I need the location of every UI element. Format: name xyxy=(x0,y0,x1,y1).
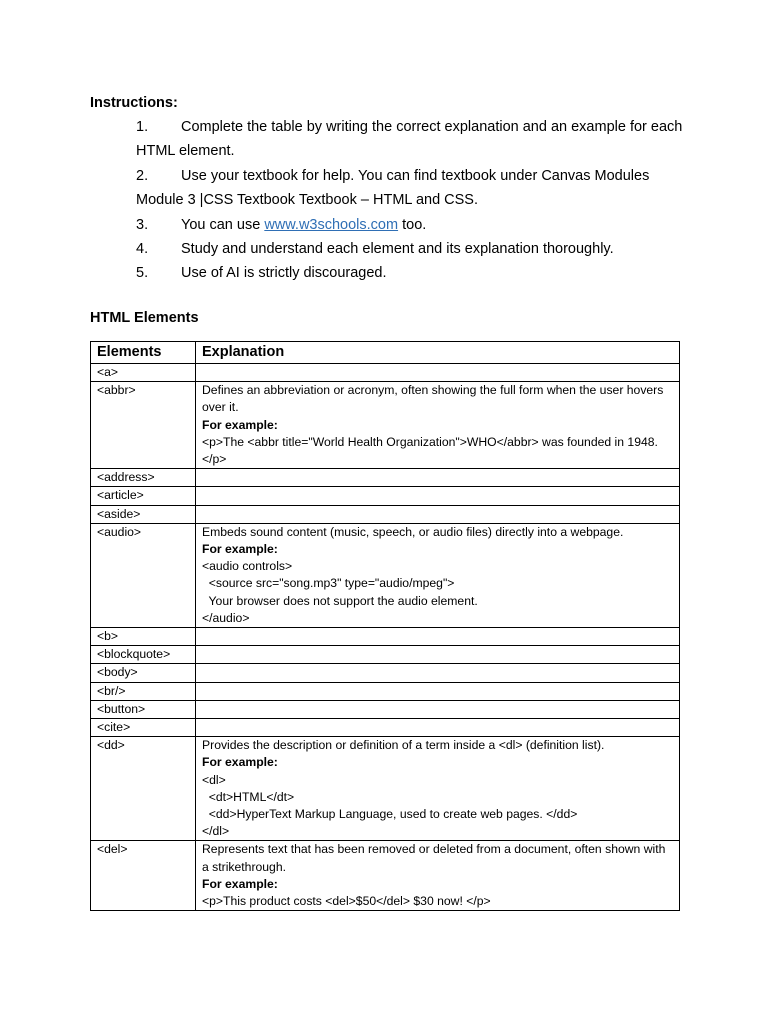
element-cell: <button> xyxy=(91,700,196,718)
explanation-cell xyxy=(196,737,680,841)
explanation-text: Embeds sound content (music, speech, or audio files) directly into a webpage. xyxy=(202,524,624,539)
example-code-line: <p>This product costs <del>$50</del> $30 now! </p> xyxy=(202,894,491,909)
instruction-text: Use of AI is strictly discouraged. xyxy=(181,265,387,282)
instruction-item xyxy=(136,261,696,285)
instruction-text: Study and understand each element and its explanation thoroughly. xyxy=(181,241,614,258)
table-row xyxy=(91,487,680,505)
element-cell: <a> xyxy=(91,364,196,382)
elements-column-header: Elements xyxy=(91,342,196,364)
example-code-line: Your browser does not support the audio element. xyxy=(202,593,478,608)
element-cell: <br/> xyxy=(91,682,196,700)
element-cell: <aside> xyxy=(91,505,196,523)
example-code-line: <source src="song.mp3" type="audio/mpeg"> xyxy=(202,576,455,591)
instructions-list xyxy=(136,115,696,286)
table-row xyxy=(91,737,680,841)
instruction-item xyxy=(136,115,696,164)
instruction-item xyxy=(136,164,696,213)
instruction-item xyxy=(136,237,696,261)
table-row xyxy=(91,719,680,737)
explanation-cell xyxy=(196,487,680,505)
instruction-text: You can use xyxy=(181,216,265,233)
table-row xyxy=(91,382,680,469)
explanation-cell xyxy=(196,523,680,627)
table-row xyxy=(91,364,680,382)
example-code-line: <audio controls> xyxy=(202,559,293,574)
example-code-line: </dl> xyxy=(202,824,230,839)
explanation-cell xyxy=(196,700,680,718)
example-label: For example: xyxy=(202,417,278,432)
explanation-cell xyxy=(196,628,680,646)
instructions-heading: Instructions: xyxy=(90,95,178,111)
element-cell: <body> xyxy=(91,664,196,682)
w3schools-link[interactable]: www.w3schools.com xyxy=(264,216,399,233)
table-row xyxy=(91,682,680,700)
example-label: For example: xyxy=(202,876,278,891)
explanation-cell xyxy=(196,469,680,487)
instruction-number: 2. xyxy=(136,167,149,184)
explanation-text: Represents text that has been removed or deleted from a document, often shown with a strikethrough. xyxy=(202,842,666,874)
element-cell: <dd> xyxy=(91,737,196,841)
element-cell: <b> xyxy=(91,628,196,646)
example-code-line: <dt>HTML</dt> xyxy=(202,789,295,804)
instruction-number: 3. xyxy=(136,216,149,233)
explanation-cell xyxy=(196,682,680,700)
instruction-text: Complete the table by writing the correct explanation and an example for each HTML element. xyxy=(136,119,683,160)
instruction-number: 1. xyxy=(136,119,149,135)
element-cell: <blockquote> xyxy=(91,646,196,664)
element-cell: <cite> xyxy=(91,719,196,737)
html-elements-heading: HTML Elements xyxy=(90,310,199,326)
example-code-line: <dl> xyxy=(202,772,226,787)
element-cell: <address> xyxy=(91,469,196,487)
instruction-text: too. xyxy=(398,216,427,233)
table-row xyxy=(91,700,680,718)
explanation-cell xyxy=(196,719,680,737)
table-header-row xyxy=(91,342,680,364)
table-row xyxy=(91,505,680,523)
explanation-cell xyxy=(196,364,680,382)
table-row xyxy=(91,646,680,664)
element-cell: <del> xyxy=(91,841,196,911)
table-row xyxy=(91,841,680,911)
example-code-line: </audio> xyxy=(202,610,250,625)
explanation-cell xyxy=(196,646,680,664)
explanation-text: Provides the description or definition of a term inside a <dl> (definition list). xyxy=(202,738,605,753)
explanation-column-header: Explanation xyxy=(196,342,680,364)
table-row xyxy=(91,628,680,646)
explanation-cell xyxy=(196,505,680,523)
instruction-number: 4. xyxy=(136,241,149,258)
element-cell: <audio> xyxy=(91,523,196,627)
example-code-line: <dd>HyperText Markup Language, used to create web pages. </dd> xyxy=(202,807,578,822)
element-cell: <abbr> xyxy=(91,382,196,469)
instruction-item xyxy=(136,213,696,237)
example-label: For example: xyxy=(202,542,278,557)
html-elements-table xyxy=(90,341,680,911)
example-label: For example: xyxy=(202,755,278,770)
instruction-text: Use your textbook for help. You can find textbook under Canvas Modules Module 3 |CSS Textbook Textbook – HTML and CSS. xyxy=(136,167,650,209)
explanation-cell xyxy=(196,382,680,469)
explanation-cell xyxy=(196,841,680,911)
explanation-cell xyxy=(196,664,680,682)
explanation-text: Defines an abbreviation or acronym, often showing the full form when the user hovers over it. xyxy=(202,383,664,415)
instruction-number: 5. xyxy=(136,265,149,282)
element-cell: <article> xyxy=(91,487,196,505)
table-row xyxy=(91,664,680,682)
table-row xyxy=(91,469,680,487)
example-code-line: <p>The <abbr title="World Health Organization">WHO</abbr> was founded in 1948.</p> xyxy=(202,434,658,467)
table-body xyxy=(91,364,680,911)
table-row xyxy=(91,523,680,627)
